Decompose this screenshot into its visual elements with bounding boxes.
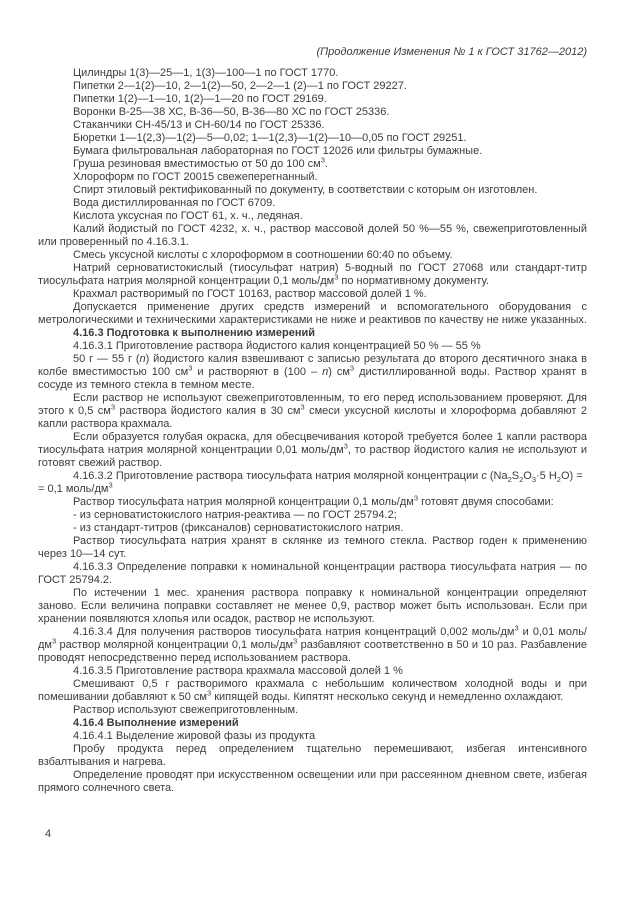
paragraph: Раствор тиосульфата натрия хранят в склянке из темного стекла. Раствор годен к применению через 10—14 сут.: [38, 535, 587, 560]
paragraph: Определение проводят при искусственном освещении или при рассеянном дневном свете, избегая прямого солнечного света.: [38, 769, 587, 794]
paragraph: Натрий серноватистокислый (тиосульфат натрия) 5-водный по ГОСТ 27068 или стандарт-титр тиосульфата натрия молярной концентрации 0,1 моль/$дм^3$ по нормативному документу.: [38, 262, 587, 287]
paragraph: 50 г — 55 г (n) йодистого калия взвешивают с записью результата до второго десятичного знака в колбе вместимостью 100 $см^3$ и растворяют в (100 – n) $см^3$ дистиллированной воды. Раствор хранят в сосуде из темного стекла в темном месте.: [38, 353, 587, 391]
paragraph: Пипетки 1(2)—1—10, 1(2)—1—20 по ГОСТ 29169.: [73, 93, 327, 105]
document-body: [38, 67, 587, 795]
paragraph: Пробу продукта перед определением тщательно перемешивают, избегая интенсивного взбалтывания и нагрева.: [38, 743, 587, 768]
paragraph: Калий йодистый по ГОСТ 4232, х. ч., раствор массовой долей 50 %—55 %, свежеприготовленный или проверенный по 4.16.3.1.: [38, 223, 587, 248]
paragraph: 4.16.3.4 Для получения растворов тиосульфата натрия концентраций 0,002 моль/$дм^3$ и 0,01 моль/$дм^3$ раствор молярной концентрации 0,1 моль/$дм^3$ разбавляют соответственно в 50 и 10 раз. Разбавление проводят непосредственно перед использованием раствора.: [38, 623, 587, 664]
paragraph: Груша резиновая вместимостью от 50 до 100 $см^3$.: [73, 155, 328, 170]
paragraph: 4.16.4.1 Выделение жировой фазы из продукта: [73, 730, 316, 742]
paragraph: Раствор тиосульфата натрия молярной концентрации 0,1 моль/$дм^3$ готовят двумя способами:: [73, 493, 554, 508]
paragraph: Крахмал растворимый по ГОСТ 10163, раствор массовой долей 1 %.: [73, 288, 427, 300]
paragraph: Спирт этиловый ректификованный по документу, в соответствии с которым он изготовлен.: [73, 184, 538, 196]
paragraph: Цилиндры 1(3)—25—1, 1(3)—100—1 по ГОСТ 1770.: [73, 67, 339, 79]
paragraph: 4.16.3.1 Приготовление раствора йодистого калия концентрацией 50 % — 55 %: [73, 340, 481, 352]
paragraph: Раствор используют свежеприготовленным.: [73, 704, 299, 716]
paragraph: 4.16.3.5 Приготовление раствора крахмала массовой долей 1 %: [73, 665, 403, 677]
paragraph: Если образуется голубая окраска, для обесцвечивания которой требуется более 1 капли раствора тиосульфата натрия молярной концентрации 0,01 моль/$дм^3$, то раствор йодистого калия не используют и готовят свежий раствор.: [38, 431, 587, 469]
paragraph: - из стандарт-титров (фиксаналов) серноватистокислого натрия.: [73, 522, 404, 534]
running-header: (Продолжение Изменения № 1 к ГОСТ 31762—2012): [316, 46, 587, 58]
paragraph: Воронки В-25—38 ХС, В-36—50, В-36—80 ХС по ГОСТ 25336.: [73, 106, 390, 118]
paragraph: Если раствор не используют свежеприготовленным, то его перед использованием проверяют. Для этого к 0,5 $см^3$ раствора йодистого калия в 30 $см^3$ смеси уксусной кислоты и хлороформа добавляют 2 капли раствора крахмала.: [38, 392, 587, 430]
paragraph: 4.16.3.2 Приготовление раствора тиосульфата натрия молярной концентрации c ($Na_2S_2O_3\cdot 5$ $H_2O$) = = 0,1 моль/$дм^3$: [38, 470, 583, 495]
paragraph: 4.16.3.3 Определение поправки к номинальной концентрации раствора тиосульфата натрия — по ГОСТ 25794.2.: [38, 561, 587, 586]
paragraph: - из серноватистокислого натрия-реактива — по ГОСТ 25794.2;: [73, 509, 397, 521]
paragraph: Смешивают 0,5 г растворимого крахмала с небольшим количеством холодной воды и при помешивании добавляют к 50 $см^3$ кипящей воды. Кипятят несколько секунд и немедленно охлаждают.: [38, 678, 587, 703]
page-number: 4: [45, 828, 52, 840]
section-heading: 4.16.4 Выполнение измерений: [73, 717, 239, 729]
paragraph: Кислота уксусная по ГОСТ 61, х. ч., ледяная.: [73, 210, 303, 222]
document-content: [38, 46, 587, 795]
paragraph: Бумага фильтровальная лабораторная по ГОСТ 12026 или фильтры бумажные.: [73, 145, 483, 157]
paragraph: Пипетки 2—1(2)—10, 2—1(2)—50, 2—2—1 (2)—1 по ГОСТ 29227.: [73, 80, 407, 92]
paragraph: Бюретки 1—1(2,3)—1(2)—5—0,02; 1—1(2,3)—1(2)—10—0,05 по ГОСТ 29251.: [73, 132, 467, 144]
paragraph: Стаканчики СН-45/13 и СН-60/14 по ГОСТ 25336.: [73, 119, 325, 131]
paragraph: Вода дистиллированная по ГОСТ 6709.: [73, 197, 276, 209]
paragraph: Смесь уксусной кислоты с хлороформом в соотношении 60:40 по объему.: [73, 249, 453, 261]
paragraph: По истечении 1 мес. хранения раствора поправку к номинальной концентрации определяют заново. Если величина поправки составляет не менее 0,9, раствор может быть использован. Если при хранении появляются хлопья или осадок, раствор не используют.: [38, 587, 587, 625]
paragraph: Допускается применение других средств измерений и вспомогательного оборудования с метрологическими и техническими характеристиками не ниже и реактивов по качеству не ниже указанных.: [38, 301, 587, 326]
section-heading: 4.16.3 Подготовка к выполнению измерений: [73, 327, 316, 339]
paragraph: Хлороформ по ГОСТ 20015 свежеперегнанный.: [73, 171, 318, 183]
